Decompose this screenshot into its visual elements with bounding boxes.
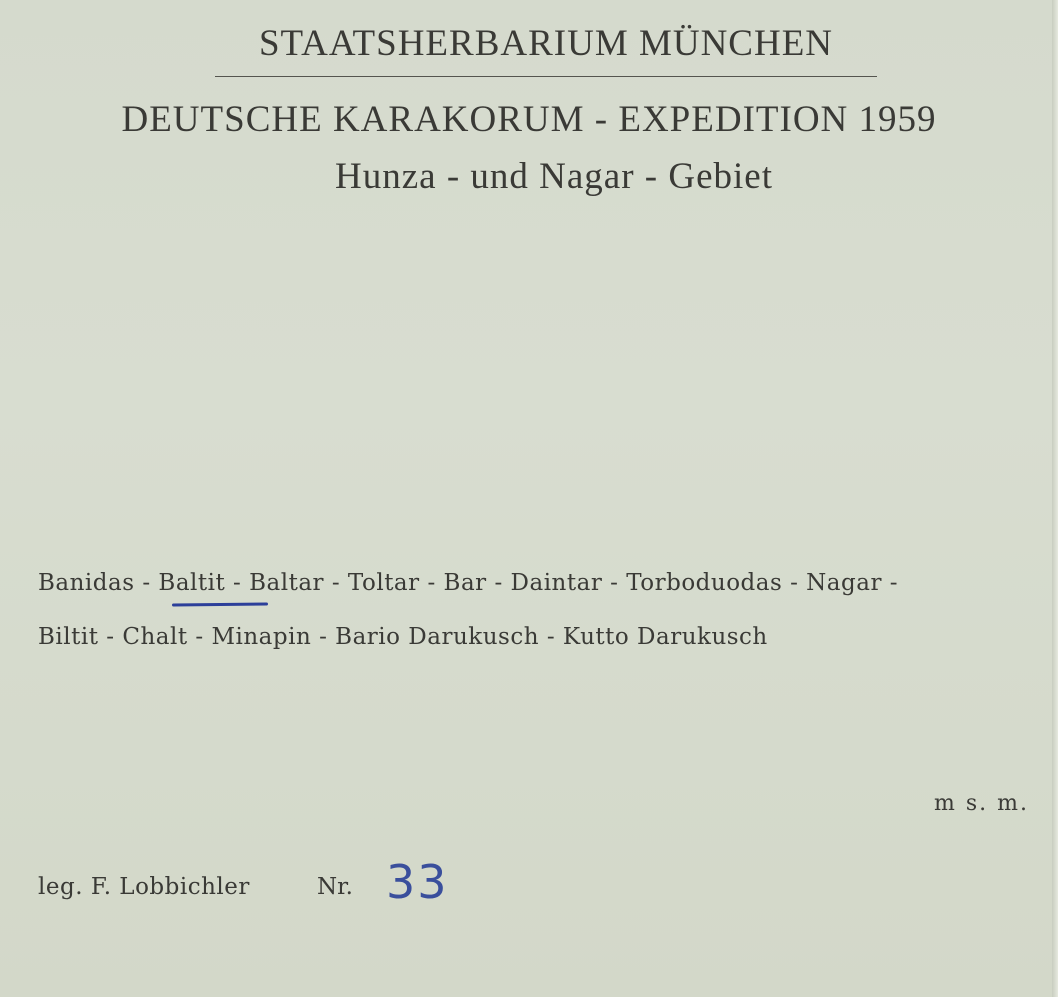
specimen-number: 33 bbox=[386, 855, 449, 909]
heading-rule bbox=[215, 76, 877, 77]
institution-heading: STAATSHERBARIUM MÜNCHEN bbox=[258, 23, 834, 64]
locality-line-2: Biltit - Chalt - Minapin - Bario Darukusch - Kutto Darukusch bbox=[38, 624, 768, 650]
locality-line-1: Banidas - Baltit - Baltar - Toltar - Bar - Daintar - Torboduodas - Nagar - bbox=[38, 570, 899, 596]
altitude-unit: m s. m. bbox=[934, 791, 1029, 816]
expedition-title: DEUTSCHE KARAKORUM - EXPEDITION 1959 bbox=[121, 99, 937, 140]
collector-name: leg. F. Lobbichler bbox=[38, 874, 250, 900]
region-subtitle: Hunza - und Nagar - Gebiet bbox=[335, 156, 773, 197]
handwritten-underline bbox=[172, 602, 268, 606]
number-label: Nr. bbox=[317, 874, 353, 900]
paper-edge bbox=[1052, 0, 1058, 997]
